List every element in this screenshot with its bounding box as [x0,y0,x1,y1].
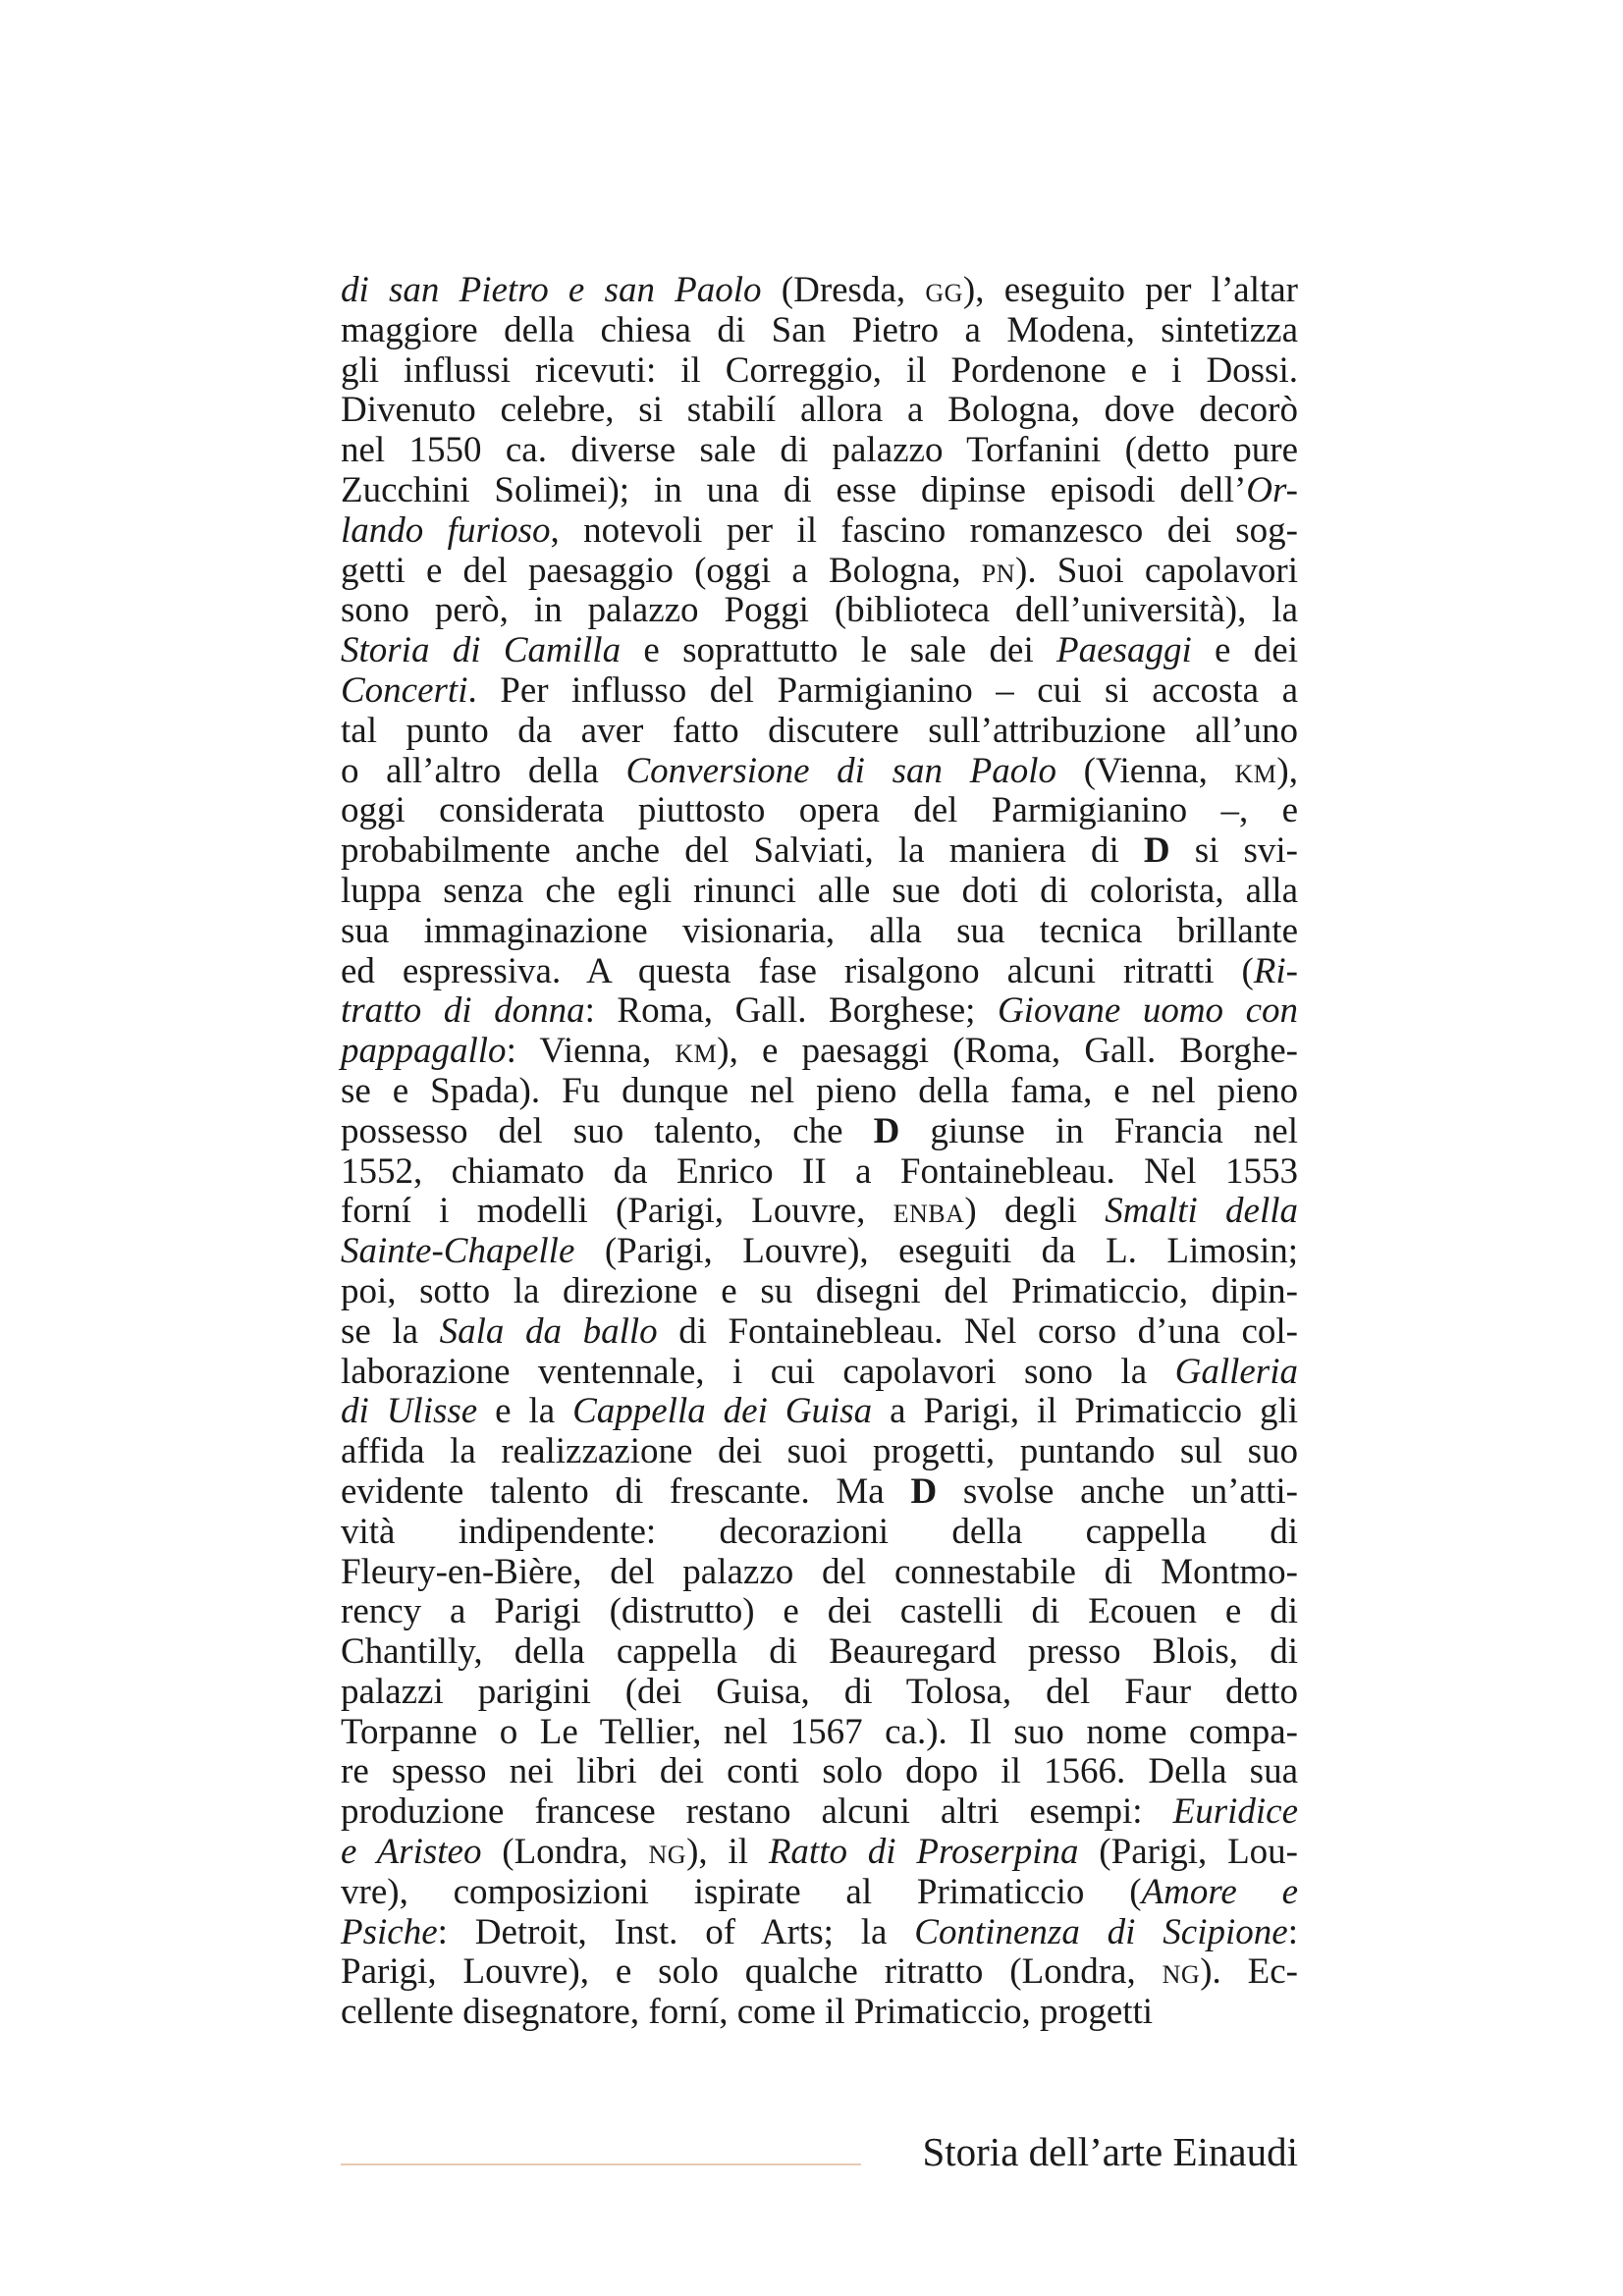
text-line [341,1792,1298,1833]
text-run: ), eseguito per l’altar [962,270,1299,310]
text-run: di Ulisse [341,1391,478,1432]
text-run: ). Suoi capolavori [1015,550,1298,591]
text-run: : Vienna, [506,1031,676,1072]
text-run: vità indipendente: decorazioni della cappella di [341,1511,1298,1552]
text-run: Giovane uomo con [997,990,1298,1032]
text-line [341,991,1298,1032]
text-run: (Vienna, [1056,750,1235,791]
text-line [341,1152,1298,1193]
text-line [341,1112,1298,1152]
text-line [341,912,1298,952]
text-run: Smalti della [1105,1191,1299,1232]
text-run: e dei [1191,630,1298,671]
text-line [341,752,1298,792]
text-line [341,1513,1298,1553]
text-run: : Detroit, Inst. of Arts; la [437,1911,915,1952]
text-run: : Roma, Gall. Borghese; [584,990,998,1032]
text-line [341,831,1298,872]
text-line [341,1553,1298,1593]
text-run: Chantilly, della cappella di Beauregard presso Blois, di [341,1631,1298,1673]
text-line [341,791,1298,831]
text-line [341,591,1298,631]
text-line [341,1873,1298,1913]
text-line [341,552,1298,592]
text-line [341,1312,1298,1353]
text-run: tal punto da aver fatto discutere sull’attribuzione all’uno [341,710,1298,751]
text-run: Paesaggi [1056,630,1192,671]
text-line [341,1232,1298,1272]
text-run: laborazione ventennale, i cui capolavori sono la [341,1351,1175,1392]
text-run: probabilmente anche del Salviati, la maniera di [341,830,1144,872]
text-run: Zucchini Solimei); in una di esse dipinse episodi dell’ [341,469,1247,510]
text-run: e la [477,1391,573,1432]
body-text [341,271,1298,2033]
text-run: e soprattutto le sale dei [621,630,1057,671]
text-line [341,952,1298,992]
text-run: Fleury-en-Bière, del palazzo del connestabile di Montmo- [341,1551,1298,1592]
text-run: maggiore della chiesa di San Pietro a Modena, sintetizza [341,309,1298,350]
text-run: forní i modelli (Parigi, Louvre, [341,1191,893,1232]
text-run: svolse anche un’atti- [937,1470,1299,1512]
text-run: ed espressiva. A questa fase risalgono alcuni ritratti ( [341,950,1254,991]
text-run: cellente disegnatore, forní, come il Primaticcio, progetti [341,1992,1154,2033]
text-line [341,1353,1298,1393]
text-run: giunse in Francia nel [899,1110,1299,1151]
text-run: Amore e [1141,1871,1298,1912]
text-line [341,351,1298,392]
text-run: : [1287,1911,1298,1952]
text-line [341,631,1298,671]
text-run: a Parigi, il Primaticcio gli [872,1391,1299,1432]
text-run: ) degli [964,1191,1106,1232]
text-run: e Aristeo [341,1832,482,1873]
text-run: ng [1162,1951,1201,1993]
text-run: nel 1550 ca. diverse sale di palazzo Torfanini (detto pure [341,430,1298,471]
text-run: si svi- [1169,830,1298,872]
text-line [341,712,1298,752]
text-line [341,1032,1298,1072]
text-line [341,1632,1298,1673]
text-run: sua immaginazione visionaria, alla sua tecnica brillante [341,910,1298,951]
text-line [341,1192,1298,1232]
text-run: sono però, in palazzo Poggi (biblioteca dell’università), la [341,590,1298,631]
text-line [341,1993,1298,2033]
text-run: tratto di donna [341,990,585,1032]
text-run: Storia di Camilla [341,630,622,671]
text-run: ). Ec- [1200,1951,1299,1993]
page-footer [341,2128,1298,2187]
text-run: gg [925,270,963,310]
text-run: gli influssi ricevuti: il Correggio, il Pordenone e i Dossi. [341,349,1298,391]
footer-rule [341,2163,861,2165]
text-run: oggi considerata piuttosto opera del Parmigianino –, e [341,790,1298,831]
text-line [341,311,1298,351]
text-run: , notevoli per il fascino romanzesco dei sog- [550,509,1298,551]
text-line [341,1272,1298,1312]
text-run: enba [893,1191,965,1232]
text-run: Parigi, Louvre), e solo qualche ritratto (Londra, [341,1951,1163,1993]
text-run: o all’altro della [341,750,626,791]
text-line [341,1592,1298,1632]
text-run: Sainte-Chapelle [341,1231,575,1272]
text-run: (Londra, [481,1832,649,1873]
text-run: Sala da ballo [439,1310,658,1352]
text-run: Divenuto celebre, si stabilí allora a Bologna, dove decorò [341,390,1298,431]
text-run: produzione francese restano alcuni altri esempi: [341,1791,1173,1833]
text-run: getti e del paesaggio (oggi a Bologna, [341,550,982,591]
text-run: Concerti [341,669,468,711]
text-run: (Dresda, [761,270,926,310]
text-run: 1552, chiamato da Enrico II a Fontainebleau. Nel 1553 [341,1150,1298,1192]
text-line [341,872,1298,912]
text-run: palazzi parigini (dei Guisa, di Tolosa, del Faur detto [341,1671,1298,1712]
text-run: Psiche [341,1911,438,1952]
text-run: Conversione di san Paolo [625,750,1057,791]
text-run: rency a Parigi (distrutto) e dei castelli di Ecouen e di [341,1591,1298,1632]
text-run: luppa senza che egli rinunci alle sue doti di colorista, alla [341,870,1298,911]
text-line [341,1952,1298,1993]
text-line [341,391,1298,431]
text-run: poi, sotto la direzione e su disegni del Primaticcio, dipin- [341,1270,1298,1311]
text-run: D [910,1470,938,1512]
text-run: lando furioso [341,509,551,551]
footer-title: Storia dell’arte Einaudi [922,2129,1298,2174]
text-run: possesso del suo talento, che [341,1110,874,1151]
text-line [341,511,1298,552]
text-run: di san Pietro e san Paolo [341,270,762,310]
text-run: (Parigi, Louvre), eseguiti da L. Limosin; [574,1231,1298,1272]
text-line [341,1472,1298,1513]
text-run: vre), composizioni ispirate al Primaticcio ( [341,1871,1142,1912]
text-run: km [675,1031,718,1072]
text-line [341,471,1298,511]
text-run: ), [1276,750,1298,791]
text-line [341,1752,1298,1792]
text-line [341,1913,1298,1953]
text-line [341,1833,1298,1873]
text-run: evidente talento di frescante. Ma [341,1470,911,1512]
text-line [341,1432,1298,1472]
text-run: Torpanne o Le Tellier, nel 1567 ca.). Il suo nome compa- [341,1711,1298,1752]
text-run: affida la realizzazione dei suoi progetti, puntando sul suo [341,1431,1298,1472]
text-line [341,1392,1298,1432]
text-run: re spesso nei libri dei conti solo dopo il 1566. Della sua [341,1751,1298,1792]
text-run: Or- [1246,469,1298,510]
text-run: ng [648,1832,687,1873]
text-run: di Fontainebleau. Nel corso d’una col- [657,1310,1299,1352]
text-run: Cappella dei Guisa [572,1391,873,1432]
text-line [341,1072,1298,1112]
text-run: se la [341,1310,440,1352]
text-run: km [1234,750,1277,791]
text-line [341,671,1298,712]
text-line [341,1713,1298,1753]
text-run: Euridice [1172,1791,1298,1833]
text-line [341,1673,1298,1713]
text-run: Galleria [1174,1351,1298,1392]
text-run: se e Spada). Fu dunque nel pieno della fama, e nel pieno [341,1070,1298,1111]
text-run: pappagallo [341,1031,507,1072]
text-run: D [1143,830,1170,872]
text-run: Ratto di Proserpina [768,1832,1079,1873]
text-run: Continenza di Scipione [914,1911,1288,1952]
text-line [341,431,1298,471]
text-line [341,271,1298,311]
text-run: . Per influsso del Parmigianino – cui si accosta a [467,669,1298,711]
text-run: ), e paesaggi (Roma, Gall. Borghe- [717,1031,1299,1072]
text-run: Ri- [1253,950,1298,991]
text-run: (Parigi, Lou- [1078,1832,1298,1873]
text-run: D [873,1110,900,1151]
text-run: ), il [686,1832,769,1873]
text-run: pn [981,550,1016,591]
